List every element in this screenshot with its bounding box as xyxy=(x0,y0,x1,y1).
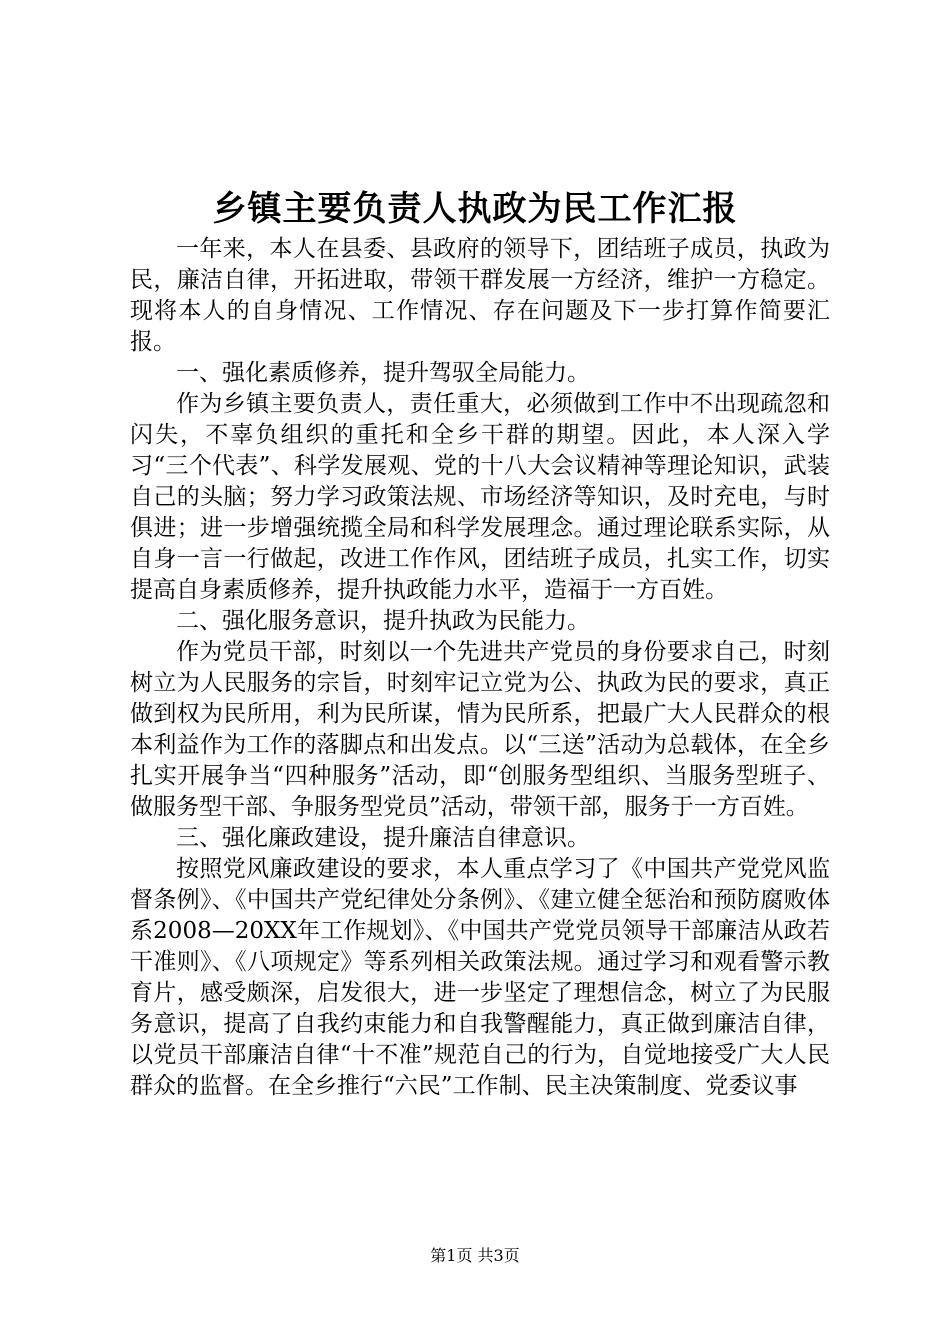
section-heading-2: 二、强化服务意识，提升执政为民能力。 xyxy=(176,608,590,634)
page-footer: 第1页 共3页 xyxy=(430,1246,520,1265)
section-paragraph-2: 作为党员干部，时刻以一个先进共产党员的身份要求自己，时刻树立为人民服务的宗旨，时刻牢记立党为公、执政为民的要求，真正做到权为民所用，利为民所谋，情为民所系，把最广大人民群众的根本利益作为工作的落脚点和出发点。以“三送”活动为总载体，在全乡扎实开展争当“四种服务”活动，即“创服务型组织、当服务型班子、做服务型干部、争服务型党员”活动，带领干部，服务于一方百姓。 xyxy=(130,639,830,820)
section-paragraph-3: 按照党风廉政建设的要求，本人重点学习了《中国共产党党风监督条例》、《中国共产党纪律处分条例》、《建立健全惩治和预防腐败体系2008—20XX年工作规划》、《中国共产党党员领导干部廉洁从政若干准则》、《八项规定》等系列相关政策法规。通过学习和观看警示教育片，感受颇深，启发很大，进一步坚定了理想信念，树立了为民服务意识，提高了自我约束能力和自我警醒能力，真正做到廉洁自律，以党员干部廉洁自律“十不准”规范自己的行为，自觉地接受广大人民群众的监督。在全乡推行“六民”工作制、民主决策制度、党委议事 xyxy=(130,856,830,1099)
document-body xyxy=(130,234,830,1102)
section-heading-3: 三、强化廉政建设，提升廉洁自律意识。 xyxy=(176,825,590,851)
document-title: 乡镇主要负责人执政为民工作汇报 xyxy=(212,189,738,229)
section-paragraph-1: 作为乡镇主要负责人，责任重大，必须做到工作中不出现疏忽和闪失，不辜负组织的重托和全乡干群的期望。因此，本人深入学习“三个代表”、科学发展观、党的十八大会议精神等理论知识，武装自己的头脑；努力学习政策法规、市场经济等知识，及时充电，与时俱进；进一步增强统揽全局和科学发展理念。通过理论联系实际，从自身一言一行做起，改进工作作风，团结班子成员，扎实工作，切实提高自身素质修养，提升执政能力水平，造福于一方百姓。 xyxy=(130,391,830,603)
intro-paragraph: 一年来，本人在县委、县政府的领导下，团结班子成员，执政为民，廉洁自律，开拓进取，带领干群发展一方经济，维护一方稳定。现将本人的自身情况、工作情况、存在问题及下一步打算作简要汇报。 xyxy=(130,236,830,355)
section-heading-1: 一、强化素质修养，提升驾驭全局能力。 xyxy=(176,360,590,386)
